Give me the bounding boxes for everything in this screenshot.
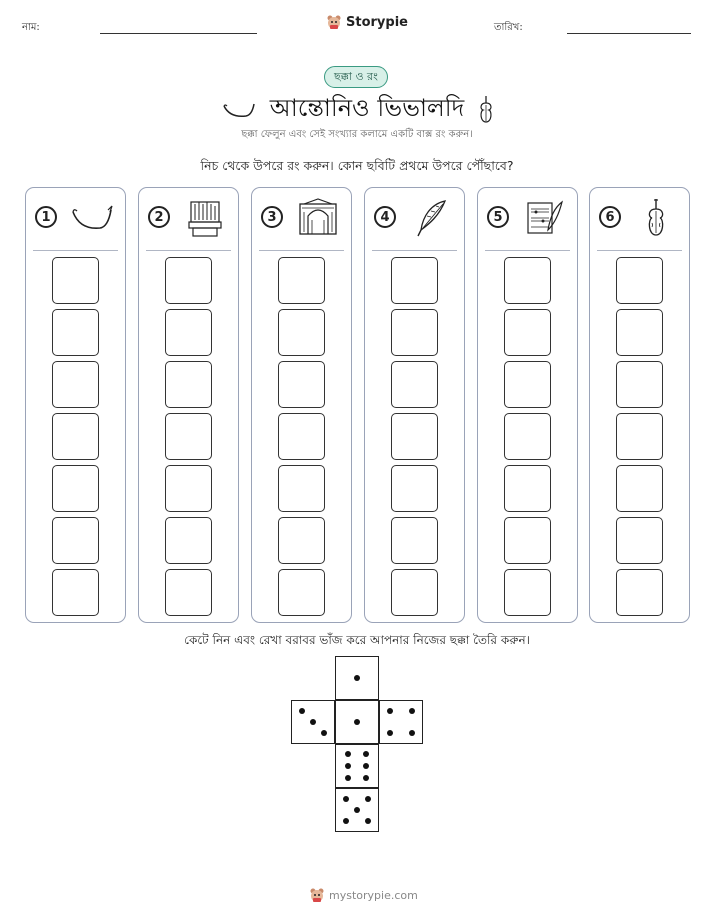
color-box[interactable] bbox=[504, 413, 551, 460]
color-box[interactable] bbox=[504, 517, 551, 564]
color-box[interactable] bbox=[165, 569, 212, 616]
dice-face bbox=[335, 656, 379, 700]
color-box[interactable] bbox=[165, 257, 212, 304]
theater-facade-icon bbox=[296, 198, 340, 238]
column-number: 3 bbox=[261, 206, 283, 228]
sheet-music-icon bbox=[522, 198, 566, 238]
color-box[interactable] bbox=[616, 257, 663, 304]
dice-pip bbox=[345, 775, 351, 781]
brand-name: Storypie bbox=[346, 14, 408, 30]
brand-logo bbox=[326, 14, 408, 30]
column-number: 4 bbox=[374, 206, 396, 228]
dice-pip bbox=[354, 719, 360, 725]
column-divider bbox=[33, 250, 118, 251]
date-label: তারিখ: bbox=[494, 22, 523, 33]
dice-pip bbox=[345, 751, 351, 757]
title-text: আন্তোনিও ভিভালদি bbox=[269, 94, 465, 122]
gondola-icon bbox=[222, 100, 256, 120]
dice-column bbox=[25, 187, 126, 623]
column-number: 1 bbox=[35, 206, 57, 228]
color-box[interactable] bbox=[616, 309, 663, 356]
dice-column bbox=[364, 187, 465, 623]
color-box[interactable] bbox=[278, 309, 325, 356]
dice-pip bbox=[354, 675, 360, 681]
dice-pip bbox=[321, 730, 327, 736]
color-box[interactable] bbox=[616, 517, 663, 564]
dice-pip bbox=[345, 763, 351, 769]
subtitle: ছক্কা ফেলুন এবং সেই সংখ্যার কলামে একটি বাক্স রং করুন। bbox=[241, 129, 473, 140]
color-box[interactable] bbox=[616, 413, 663, 460]
color-box[interactable] bbox=[278, 569, 325, 616]
color-box[interactable] bbox=[165, 413, 212, 460]
color-box[interactable] bbox=[278, 517, 325, 564]
column-number: 6 bbox=[599, 206, 621, 228]
dice-pip bbox=[409, 730, 415, 736]
dice-column bbox=[138, 187, 239, 623]
color-box[interactable] bbox=[391, 257, 438, 304]
color-box[interactable] bbox=[616, 361, 663, 408]
color-box[interactable] bbox=[165, 465, 212, 512]
color-box[interactable] bbox=[165, 361, 212, 408]
instruction: নিচ থেকে উপরে রং করুন। কোন ছবিটি প্রথমে উপরে পৌঁছাবে? bbox=[200, 158, 514, 173]
dice-column bbox=[251, 187, 352, 623]
dice-pip bbox=[365, 818, 371, 824]
color-box[interactable] bbox=[52, 257, 99, 304]
gondola-icon bbox=[70, 198, 114, 238]
dice-face bbox=[335, 788, 379, 832]
date-line bbox=[567, 33, 691, 34]
color-box[interactable] bbox=[52, 413, 99, 460]
pipe-organ-icon bbox=[183, 198, 227, 238]
color-box[interactable] bbox=[278, 361, 325, 408]
dice-pip bbox=[363, 763, 369, 769]
dice-column bbox=[589, 187, 690, 623]
dice-face bbox=[379, 700, 423, 744]
footer-url: mystorypie.com bbox=[329, 888, 418, 902]
dice-pip bbox=[343, 818, 349, 824]
color-box[interactable] bbox=[504, 309, 551, 356]
cut-instruction: কেটে নিন এবং রেখা বরাবর ভাঁজ করে আপনার নিজের ছক্কা তৈরি করুন। bbox=[184, 633, 530, 647]
color-box[interactable] bbox=[278, 257, 325, 304]
dice-face bbox=[291, 700, 335, 744]
bear-logo-icon bbox=[309, 887, 325, 903]
column-number: 2 bbox=[148, 206, 170, 228]
color-box[interactable] bbox=[391, 569, 438, 616]
column-number: 5 bbox=[487, 206, 509, 228]
activity-tag: ছক্কা ও রং bbox=[324, 66, 388, 88]
dice-pip bbox=[310, 719, 316, 725]
color-box[interactable] bbox=[616, 465, 663, 512]
color-box[interactable] bbox=[165, 309, 212, 356]
color-box[interactable] bbox=[52, 309, 99, 356]
color-box[interactable] bbox=[391, 361, 438, 408]
color-box[interactable] bbox=[391, 309, 438, 356]
dice-pip bbox=[363, 751, 369, 757]
color-box[interactable] bbox=[278, 413, 325, 460]
dice-pip bbox=[409, 708, 415, 714]
color-box[interactable] bbox=[52, 361, 99, 408]
dice-pip bbox=[354, 807, 360, 813]
column-divider bbox=[372, 250, 457, 251]
color-box[interactable] bbox=[391, 465, 438, 512]
dice-pip bbox=[363, 775, 369, 781]
color-box[interactable] bbox=[504, 361, 551, 408]
color-box[interactable] bbox=[52, 517, 99, 564]
color-box[interactable] bbox=[504, 465, 551, 512]
name-line bbox=[100, 33, 257, 34]
name-label: নাম: bbox=[22, 22, 40, 33]
color-box[interactable] bbox=[504, 569, 551, 616]
column-divider bbox=[485, 250, 570, 251]
color-box[interactable] bbox=[391, 517, 438, 564]
dice-pip bbox=[343, 796, 349, 802]
footer bbox=[309, 887, 418, 903]
quill-icon bbox=[409, 198, 453, 238]
dice-face bbox=[335, 700, 379, 744]
color-box[interactable] bbox=[504, 257, 551, 304]
dice-face bbox=[335, 744, 379, 788]
color-box[interactable] bbox=[616, 569, 663, 616]
color-box[interactable] bbox=[165, 517, 212, 564]
dice-pip bbox=[365, 796, 371, 802]
bear-logo-icon bbox=[326, 14, 342, 30]
column-divider bbox=[146, 250, 231, 251]
violin-icon bbox=[478, 95, 494, 125]
page-title bbox=[218, 90, 498, 130]
dice-column bbox=[477, 187, 578, 623]
dice-pip bbox=[299, 708, 305, 714]
color-box[interactable] bbox=[52, 569, 99, 616]
color-box[interactable] bbox=[278, 465, 325, 512]
column-divider bbox=[259, 250, 344, 251]
column-divider bbox=[597, 250, 682, 251]
dice-pip bbox=[387, 708, 393, 714]
color-box[interactable] bbox=[52, 465, 99, 512]
violin-icon bbox=[634, 198, 678, 238]
dice-pip bbox=[387, 730, 393, 736]
color-box[interactable] bbox=[391, 413, 438, 460]
